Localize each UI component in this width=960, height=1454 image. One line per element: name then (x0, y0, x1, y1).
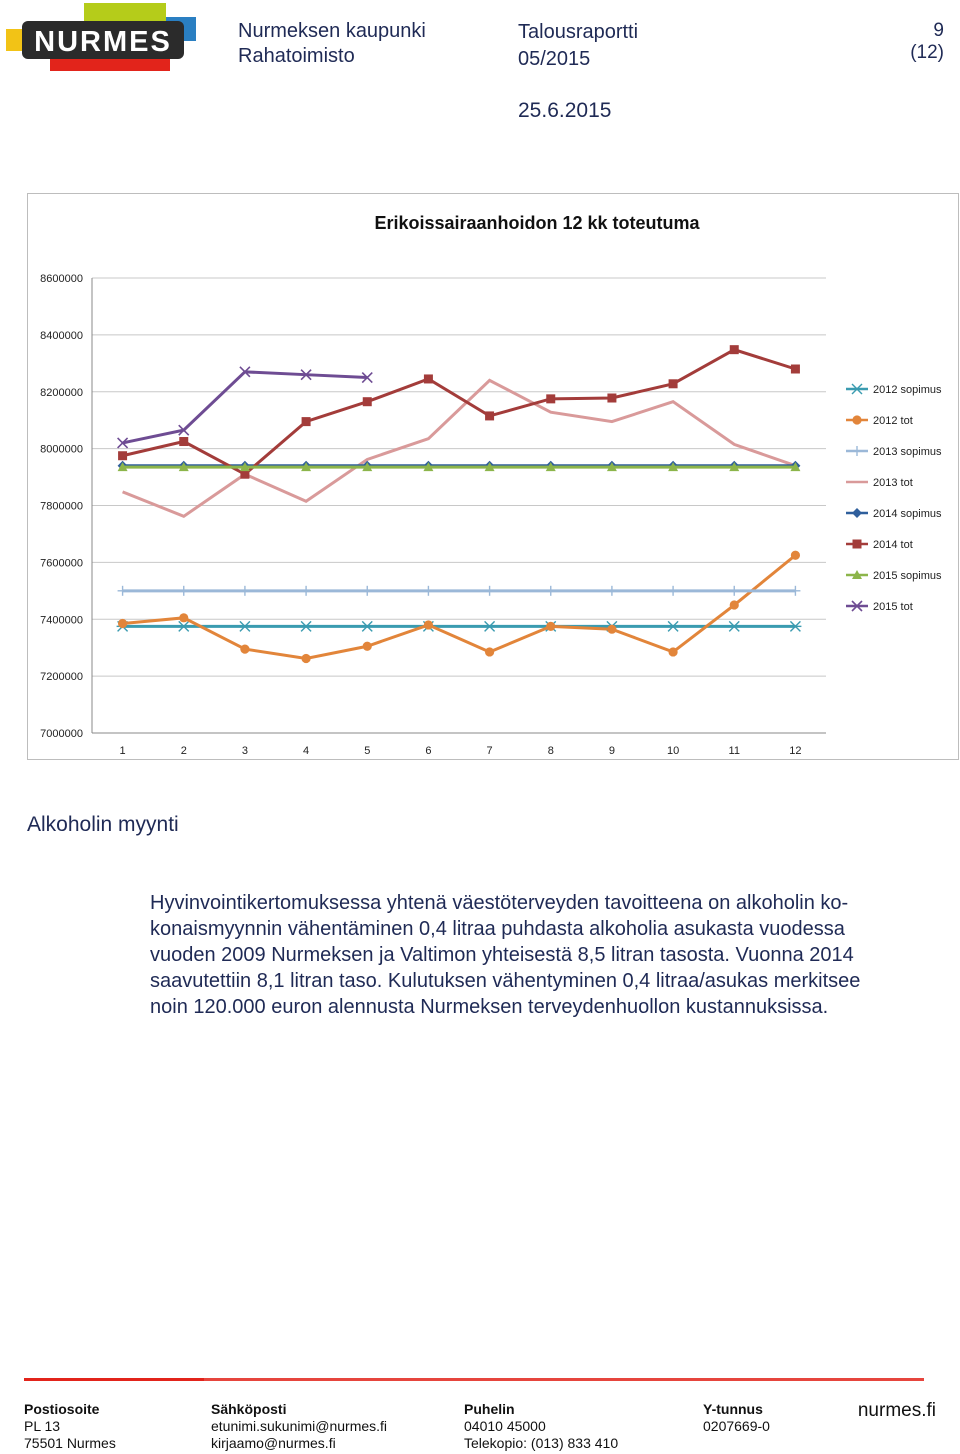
x-axis-ticks (120, 745, 802, 757)
footer-phone-number: 04010 45000 (464, 1418, 546, 1434)
plus-marker (362, 586, 372, 596)
footer-website-link[interactable]: nurmes.fi (857, 1400, 936, 1421)
square-marker (118, 451, 127, 460)
circle-marker (852, 415, 861, 424)
asterisk-marker (239, 621, 251, 631)
circle-marker (363, 642, 372, 651)
circle-marker (730, 600, 739, 609)
plus-marker (729, 586, 739, 596)
asterisk-marker (361, 621, 373, 631)
plus-marker (179, 586, 189, 596)
asterisk-marker (851, 384, 863, 394)
department-name: Rahatoimisto (238, 45, 355, 67)
x-tick-label: 5 (364, 745, 371, 757)
series-line (123, 555, 796, 658)
plus-marker (607, 586, 617, 596)
y-tick-label: 8200000 (40, 386, 83, 399)
series-2012-tot (118, 551, 800, 663)
footer-address-line: 75501 Nurmes (24, 1435, 116, 1451)
section-paragraph (150, 890, 950, 1020)
x-tick-label: 9 (608, 745, 615, 757)
x-tick-label: 2 (180, 745, 187, 757)
footer-divider-red-main (204, 1378, 924, 1381)
square-marker (179, 437, 188, 446)
x-tick-label: 3 (241, 745, 248, 757)
logo-text: NURMES (34, 26, 172, 58)
footer-address-line: PL 13 (24, 1418, 61, 1434)
legend-item (846, 601, 913, 613)
x-tick-label: 6 (425, 745, 432, 757)
circle-marker (546, 622, 555, 631)
y-tick-label: 8600000 (40, 273, 83, 285)
legend-item (846, 508, 942, 520)
plus-marker (852, 446, 862, 456)
circle-marker (424, 620, 433, 629)
footer-address (24, 1401, 116, 1452)
footer-business-id-value: 0207669-0 (703, 1418, 770, 1434)
x-tick-label: 12 (789, 745, 802, 757)
y-tick-label: 7200000 (40, 671, 83, 684)
organization-name: Nurmeksen kaupunki (238, 20, 426, 42)
y-tick-label: 7400000 (40, 614, 83, 627)
y-axis-ticks (40, 273, 83, 740)
square-marker (853, 540, 862, 549)
legend-item (846, 477, 913, 489)
square-marker (485, 411, 494, 420)
footer-phone (464, 1401, 618, 1452)
legend-item (846, 539, 913, 551)
footer-email-personal[interactable]: etunimi.sukunimi@nurmes.fi (211, 1418, 388, 1434)
x-tick-label: 10 (666, 745, 680, 757)
square-marker (730, 345, 739, 354)
asterisk-marker (728, 621, 740, 631)
circle-marker (485, 647, 494, 656)
plus-marker (790, 586, 800, 596)
circle-marker (607, 625, 616, 634)
series-2013-sopimus (118, 586, 801, 596)
plus-marker (546, 586, 556, 596)
asterisk-marker (667, 621, 679, 631)
legend-item (846, 570, 942, 582)
square-marker (363, 397, 372, 406)
footer-divider (24, 1378, 934, 1381)
square-marker (546, 394, 555, 403)
footer-business-id-title: Y-tunnus (703, 1401, 763, 1417)
footer-fax-number: Telekopio: (013) 833 410 (464, 1435, 619, 1451)
asterisk-marker (178, 621, 190, 631)
paragraph-line: saavutettiin 8,1 litran taso. Kulutuksen vähentyminen 0,4 litraa/asukas merkitsee (150, 970, 861, 992)
y-tick-label: 7600000 (40, 557, 83, 570)
square-marker (607, 394, 616, 403)
series-line (123, 350, 796, 475)
series-2014-tot (118, 345, 800, 479)
section-title: Alkoholin myynti (27, 813, 179, 836)
legend-label: 2012 sopimus (873, 384, 942, 396)
footer-email-registry[interactable]: kirjaamo@nurmes.fi (211, 1435, 336, 1451)
square-marker (791, 365, 800, 374)
footer-business-id (703, 1401, 770, 1435)
paragraph-line: noin 120.000 euron alennusta Nurmeksen terveydenhuollon kustannuksissa. (150, 996, 829, 1018)
square-marker (424, 374, 433, 383)
paragraph-line: konaismyynnin vähentäminen 0,4 litraa puhdasta alkoholia asukasta vuodessa (150, 918, 845, 940)
asterisk-marker (789, 621, 801, 631)
diamond-marker (852, 508, 862, 518)
square-marker (669, 379, 678, 388)
circle-marker (240, 645, 249, 654)
circle-marker (791, 551, 800, 560)
y-tick-label: 7800000 (40, 500, 83, 513)
legend-label: 2012 tot (873, 415, 913, 427)
circle-marker (668, 647, 677, 656)
circle-marker (301, 654, 310, 663)
legend-label: 2014 sopimus (873, 508, 942, 520)
paragraph-line: vuoden 2009 Nurmeksen ja Valtimon yhteisestä 8,5 litran tasosta. Vuonna 2014 (150, 944, 854, 966)
footer-email-title: Sähköposti (211, 1401, 287, 1417)
legend-label: 2014 tot (873, 539, 913, 551)
legend-item (846, 384, 942, 396)
square-marker (302, 417, 311, 426)
x-tick-label: 11 (728, 745, 740, 757)
footer-email (211, 1401, 387, 1452)
series-line (123, 372, 368, 443)
y-tick-label: 7000000 (40, 728, 83, 740)
chart-title: Erikoissairaanhoidon 12 kk toteutuma (374, 213, 700, 233)
asterisk-marker (300, 621, 312, 631)
y-tick-label: 8000000 (40, 443, 83, 456)
chart-series (117, 345, 802, 663)
plus-marker (118, 586, 128, 596)
series-2015-sopimus (118, 462, 801, 471)
footer-divider-red (24, 1378, 204, 1381)
y-tick-label: 8400000 (40, 329, 83, 342)
series-2012-sopimus (117, 621, 802, 631)
circle-marker (118, 619, 127, 628)
page-total: (12) (910, 42, 944, 63)
paragraph-line: Hyvinvointikertomuksessa yhtenä väestöterveyden tavoitteena on alkoholin ko- (150, 892, 849, 914)
plus-marker (485, 586, 495, 596)
report-title: Talousraportti (518, 21, 639, 43)
chart-legend (846, 384, 942, 613)
legend-label: 2013 sopimus (873, 446, 942, 458)
x-tick-label: 8 (547, 745, 554, 757)
asterisk-marker (484, 621, 496, 631)
series-2015-tot (118, 367, 373, 448)
report-date: 25.6.2015 (518, 99, 612, 122)
x-tick-label: 7 (486, 745, 493, 757)
page-current: 9 (933, 20, 944, 41)
x-tick-label: 1 (119, 745, 126, 757)
legend-item (846, 446, 942, 458)
x-tick-label: 4 (303, 745, 310, 757)
plus-marker (301, 586, 311, 596)
legend-label: 2015 tot (873, 601, 913, 613)
plus-marker (240, 586, 250, 596)
legend-label: 2013 tot (873, 477, 913, 489)
plus-marker (423, 586, 433, 596)
footer-phone-title: Puhelin (464, 1401, 515, 1417)
plus-marker (668, 586, 678, 596)
legend-label: 2015 sopimus (873, 570, 942, 582)
report-period: 05/2015 (518, 48, 591, 70)
legend-item (846, 415, 913, 427)
circle-marker (179, 613, 188, 622)
footer-address-title: Postiosoite (24, 1401, 100, 1417)
